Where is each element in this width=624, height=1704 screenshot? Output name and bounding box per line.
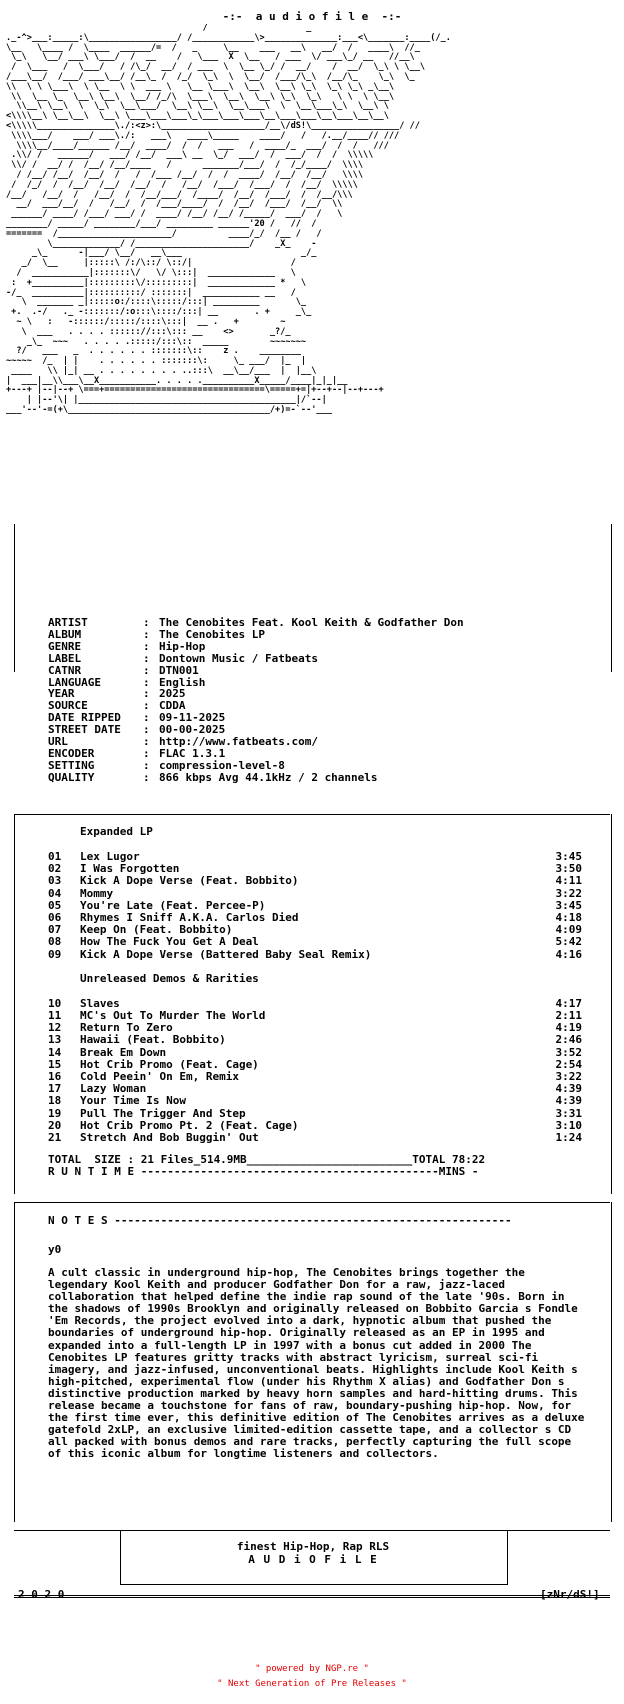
info-value: Dontown Music / Fatbeats — [159, 651, 318, 665]
footer-tagline: finest Hip-Hop, Rap RLS — [236, 1540, 390, 1553]
footer-year: 2 0 2 0 — [18, 1588, 65, 1601]
header-title: -:- a u d i o f i l e -:- — [222, 10, 402, 23]
track-number: 13 — [48, 1033, 62, 1047]
info-key: LANGUAGE — [48, 675, 101, 689]
track-row — [48, 1095, 582, 1107]
info-separator: : — [143, 758, 150, 772]
track-number: 06 — [48, 911, 62, 925]
info-key: DATE RIPPED — [48, 711, 121, 725]
info-separator: : — [143, 639, 150, 653]
runtime-line: R U N T I M E ---------------------------------------------MINS - — [48, 1165, 479, 1178]
track-duration: 3:45 — [555, 898, 582, 912]
track-duration: 4:39 — [555, 1082, 582, 1096]
info-separator: : — [143, 675, 150, 689]
track-row — [48, 1047, 582, 1059]
track-row — [48, 1132, 582, 1144]
art-line: +. .-/ ._ -:::::::/:o:::\::::/:::| __ . + _\_ — [6, 307, 312, 318]
track-title: How The Fuck You Get A Deal — [80, 935, 259, 949]
track-duration: 1:24 — [555, 1131, 582, 1145]
art-line: _\_ -|___/ \__/ __\___ _/_ — [6, 248, 317, 259]
info-value: 866 kbps Avg 44.1kHz / 2 channels — [159, 770, 378, 784]
track-duration: 3:22 — [555, 886, 582, 900]
track-duration: 3:50 — [555, 862, 582, 876]
track-title: Kick A Dope Verse (Battered Baby Seal Remix) — [80, 947, 372, 961]
track-number: 01 — [48, 850, 62, 863]
track-duration: 4:39 — [555, 1094, 582, 1108]
info-row — [48, 665, 464, 677]
art-line: /___\__/ /___/ ___\__/ /__\_ / /_/ \_\ \ \__/ /___/\_\ /__/\_ \_\ \_ — [6, 71, 415, 82]
track-duration: 2:11 — [555, 1009, 582, 1023]
art-line: ____ \\ |_| __ . . . . . . . . ..:::\ __\__/___ | |__\ — [6, 365, 317, 376]
total-line: TOTAL SIZE : 21 Files_514.9MB_________________________TOTAL 78:22 — [48, 1153, 486, 1166]
info-separator: : — [143, 746, 150, 760]
track-number: 09 — [48, 947, 62, 961]
track-title: Lazy Woman — [80, 1082, 147, 1096]
track-number: 02 — [48, 862, 62, 876]
track-duration: 3:10 — [555, 1118, 582, 1132]
track-title: Cold Peein' On Em, Remix — [80, 1070, 239, 1084]
track-number: 20 — [48, 1118, 62, 1132]
track-title: Slaves — [80, 996, 120, 1010]
info-key: ENCODER — [48, 746, 95, 760]
track-number: 11 — [48, 1009, 62, 1023]
info-row — [48, 641, 464, 653]
tracklist — [48, 826, 582, 1144]
info-value: DTN001 — [159, 663, 199, 677]
footer-signature: [zNr/dS!] — [540, 1588, 600, 1601]
art-line: \__ \____ / \____ ______/= / _ \__ ___ __\ __/ / ____\ //_ — [6, 42, 426, 53]
info-value: compression-level-8 — [159, 758, 285, 772]
track-number: 10 — [48, 996, 62, 1010]
art-line: +---+ |--|--+ \===+===============================\=====+=|+--+--|--+---+ — [6, 385, 384, 396]
track-duration: 5:42 — [555, 935, 582, 949]
track-duration: 3:52 — [555, 1045, 582, 1059]
art-line: _/ \__ |:::::\ /:/\::/ \::/| / — [6, 258, 296, 269]
track-number: 18 — [48, 1094, 62, 1108]
info-key: YEAR — [48, 687, 75, 701]
track-row — [48, 1034, 582, 1046]
info-row — [48, 760, 464, 772]
info-value: The Cenobites Feat. Kool Keith & Godfather Don — [159, 616, 464, 629]
info-separator: : — [143, 711, 150, 725]
art-line: ~ \ : -::::::/:::::/::::\:::| __ . + ~ — [6, 316, 286, 327]
art-line: \ ___ . . . . :::::://:::\::: __ <> _?/_ — [6, 326, 291, 337]
track-duration: 3:31 — [555, 1106, 582, 1120]
info-separator: : — [143, 651, 150, 665]
track-number: 16 — [48, 1070, 62, 1084]
track-number: 04 — [48, 886, 62, 900]
info-row — [48, 772, 464, 784]
info-separator: : — [143, 770, 150, 784]
track-number: 07 — [48, 923, 62, 937]
track-duration: 3:45 — [555, 850, 582, 863]
art-line: ======= /______________________/ ____/_/ /__ / / — [6, 228, 322, 239]
track-title: I Was Forgotten — [80, 862, 180, 876]
track-number: 08 — [48, 935, 62, 949]
track-duration: 2:54 — [555, 1057, 582, 1071]
track-number: 14 — [48, 1045, 62, 1059]
info-key: ALBUM — [48, 627, 82, 641]
art-line: \\__\ \__\ \ \_\ \__\___/ \__\ \__\ \__\___\ \ \__\___\_\ \__\ \ — [6, 101, 389, 112]
art-line: ______/ ____/ /___/ ___/ / ____/ /__/ /__/ /_____/ ___/ / \ — [6, 209, 343, 220]
track-title: Rhymes I Sniff A.K.A. Carlos Died — [80, 911, 299, 925]
art-line: ._-^>___:_____:\_________________/ /____________\>______________:___<\_______:____(/_. — [6, 32, 451, 43]
track-row — [48, 888, 582, 900]
notes-heading: N O T E S ------------------------------------------------------------ — [48, 1214, 512, 1227]
track-duration: 2:46 — [555, 1033, 582, 1047]
track-number: 05 — [48, 898, 62, 912]
track-number: 15 — [48, 1057, 62, 1071]
ascii-art-logo — [6, 24, 618, 524]
track-title: Hawaii (Feat. Bobbito) — [80, 1033, 226, 1047]
info-key: ARTIST — [48, 616, 88, 629]
info-key: SETTING — [48, 758, 95, 772]
info-separator: : — [143, 699, 150, 713]
track-title: Break Em Down — [80, 1045, 167, 1059]
track-number: 19 — [48, 1106, 62, 1120]
info-value: 00-00-2025 — [159, 723, 226, 737]
track-duration: 4:17 — [555, 996, 582, 1010]
art-line: ________/ _____/ ________/___/ _________ ______'20 / // / — [6, 218, 317, 229]
track-row — [48, 949, 582, 961]
info-value: FLAC 1.3.1 — [159, 746, 226, 760]
art-line: / ___________|:::::::\/ \/ \:::| _____________ \ — [6, 267, 296, 278]
release-info — [48, 617, 464, 784]
info-key: LABEL — [48, 651, 82, 665]
track-title: Pull The Trigger And Step — [80, 1106, 246, 1120]
info-value: The Cenobites LP — [159, 627, 265, 641]
info-value: 09-11-2025 — [159, 711, 226, 725]
next-generation: " Next Generation of Pre Releases " — [217, 1679, 407, 1689]
track-duration: 4:19 — [555, 1021, 582, 1035]
art-line: ~~~~~ /_ | | . . . . . . :::::::\: \_ ___/ |_ | — [6, 356, 307, 367]
info-key: SOURCE — [48, 699, 88, 713]
info-value: Hip-Hop — [159, 639, 206, 653]
art-line: ___'--'-=(+\_______________________________________/+)=-`--'___ — [6, 405, 332, 416]
tracklist-group-title: Unreleased Demos & Rarities — [80, 971, 259, 985]
footer-brand: A U D i O F i L E — [248, 1553, 378, 1566]
info-separator: : — [143, 616, 150, 629]
info-separator: : — [143, 735, 150, 749]
art-line: | ___|__\\___\__X___________. . . . .__________X_____/____|_|_|__ — [6, 375, 348, 386]
info-value: CDDA — [159, 699, 186, 713]
art-line: <\\\\__\ \__\__\ \__\ \___\___\___\_\___\___\___\__\___\___\__\___\__\__\ — [6, 111, 389, 122]
info-separator: : — [143, 723, 150, 737]
track-title: Return To Zero — [80, 1021, 173, 1035]
art-line: \_\ \__/ ___\ \___/ / __ / \___ X \__ / ___ \/ ___\_/ __ //__\ — [6, 52, 415, 63]
art-line: | |--'\| |__________________________________________|/`--| — [6, 395, 327, 406]
track-duration: 4:18 — [555, 911, 582, 925]
info-key: STREET DATE — [48, 723, 121, 737]
art-line: \\ \__ \_ \__\ \__\ \__/ /_/\ \___\ \__\ \__\ \_\ \_\ \ \ \ \__\ — [6, 91, 395, 102]
art-line: -/_ __________|::::::::::/ :::::::| ___________ __ / — [6, 287, 296, 298]
info-row — [48, 653, 464, 665]
info-row — [48, 688, 464, 700]
track-title: Keep On (Feat. Bobbito) — [80, 923, 233, 937]
info-separator: : — [143, 627, 150, 641]
art-line: \\\\___/ ___/ ___\./: ___\ ____\_____ ____/ / /.__/____// /// — [6, 130, 400, 141]
art-line: <\\\\\_______________\./:<z>:\____________________/__\/dS!\_________________/ // — [6, 120, 420, 131]
track-number: 03 — [48, 874, 62, 888]
tracklist-group-title: Expanded LP — [80, 825, 153, 838]
track-duration: 3:22 — [555, 1070, 582, 1084]
info-row — [48, 677, 464, 689]
info-row — [48, 629, 464, 641]
info-value: http://www.fatbeats.com/ — [159, 735, 318, 749]
info-value: 2025 — [159, 687, 186, 701]
track-title: Stretch And Bob Buggin' Out — [80, 1131, 259, 1145]
art-line: / _ — [6, 24, 312, 33]
track-title: Your Time Is Now — [80, 1094, 186, 1108]
track-number: 12 — [48, 1021, 62, 1035]
art-line: / \___ / \___/ / /\_/ __/ / ___ \ \__ \_/ / __/ / __/ \_\ \ \__\ — [6, 62, 426, 73]
track-title: Mommy — [80, 886, 114, 900]
notes-body: A cult classic in underground hip-hop, The Cenobites brings together the legendary Kool Keith and producer Godfather Don for a raw, jazz-laced collaboration that helped define the indie rap sound of the late '90s. Born in the shadows of 1990s Brooklyn and originally released on Bobbito Garcia s Fondle 'Em Records, the project evolved into a dark, hypnotic album that pushed the boundaries of underground hip-hop. Originally released as an EP in 1995 and expanded into a full-length LP in 1997 with a bonus cut added in 2000 The Cenobites LP features gritty tracks with abstract lyricism, surreal sci-fi imagery, and jazz-infused, unconventional beats. Highlights include Kool Keith s high-pitched, experimental flow (under his Rhythm X alias) and Godfather Don s distinctive production marked by heavy horn samples and hard-hitting drums. This release became a touchstone for fans of raw, boundary-pushing hip-hop. Now, for the first time ever, this definitive edition of The Cenobites arrives as a deluxe gatefold 2xLP, an exclusive limited-edition cassette tape, and a collector s CD all packed with bonus demos and rare tracks, perfectly capturing the full scope of this iconic album for longtime listeners and collectors. — [48, 1266, 585, 1461]
info-key: CATNR — [48, 663, 82, 677]
art-line: / /__/ /__/ /__/ / / /___ /__/ / / ____/ /__/ /__/ \\\\ — [6, 169, 363, 180]
art-line: .\\/ / ______/ ___/ /__/ ___\ __ \_/ ___/ / ___/ / / \\\\\ — [6, 150, 374, 161]
info-separator: : — [143, 687, 150, 701]
track-title: Kick A Dope Verse (Feat. Bobbito) — [80, 874, 299, 888]
info-key: GENRE — [48, 639, 82, 653]
notes-greeting: y0 — [48, 1243, 62, 1256]
info-separator: : — [143, 663, 150, 677]
art-line: __/ ___/__/ / /__/ / /___/____/ / /__/ /___/ /__/ \\ — [6, 199, 343, 210]
info-row — [48, 736, 464, 748]
art-line: \ _______ _|:::::o:/::::\:::::/:::| _________ \_ — [6, 297, 307, 308]
art-line: \_____________/ /______________________/ _X_ - — [6, 238, 317, 249]
art-line: : +__________|:::::::::\/:::::::::| _____________ * \ — [6, 277, 307, 288]
art-line: \\ \ \ \___\ \ \__ \ \ ___ \ \__ \___\ \__\ \__\ \_\ \_\ \_\ _\__\ — [6, 81, 400, 92]
track-duration: 4:09 — [555, 923, 582, 937]
art-line: / /_/ / /__/ /__/ /__/ / /__/ /___/ /___/ / /__/ \\\\\ — [6, 179, 358, 190]
info-key: URL — [48, 735, 68, 749]
track-row — [48, 936, 582, 948]
track-number: 17 — [48, 1082, 62, 1096]
track-title: You're Late (Feat. Percee-P) — [80, 898, 266, 912]
info-value: English — [159, 675, 206, 689]
art-line: /__/ /__/ / /__/ / /__/___/ /____/ /__/ /___/ / /__/\\\ — [6, 189, 353, 200]
powered-by: " powered by NGP.re " — [255, 1664, 369, 1674]
art-line: ?/ ___ _ . . . . . . :::::::\:: z . ________ — [6, 346, 301, 357]
track-number: 21 — [48, 1131, 62, 1145]
art-line: _\_ ~~~ . . . . .:::::/:::\:: _____ ~~~~~~~ — [6, 336, 307, 347]
track-title: Hot Crib Promo Pt. 2 (Feat. Cage) — [80, 1118, 299, 1132]
track-row — [48, 875, 582, 887]
track-title: Lex Lugor — [80, 850, 140, 863]
info-key: QUALITY — [48, 770, 95, 784]
track-duration: 4:11 — [555, 874, 582, 888]
art-line: \\\\__/____/______ /__/ ____/ / / ___ / ____/_ ___/ / / /// — [6, 140, 389, 151]
track-duration: 4:16 — [555, 947, 582, 961]
track-title: Hot Crib Promo (Feat. Cage) — [80, 1057, 259, 1071]
art-line: \\/ / __/ / /__/ /__/____ / _______/___/ / /_/____/ \\\\ — [6, 160, 363, 171]
track-title: MC's Out To Murder The World — [80, 1009, 266, 1023]
